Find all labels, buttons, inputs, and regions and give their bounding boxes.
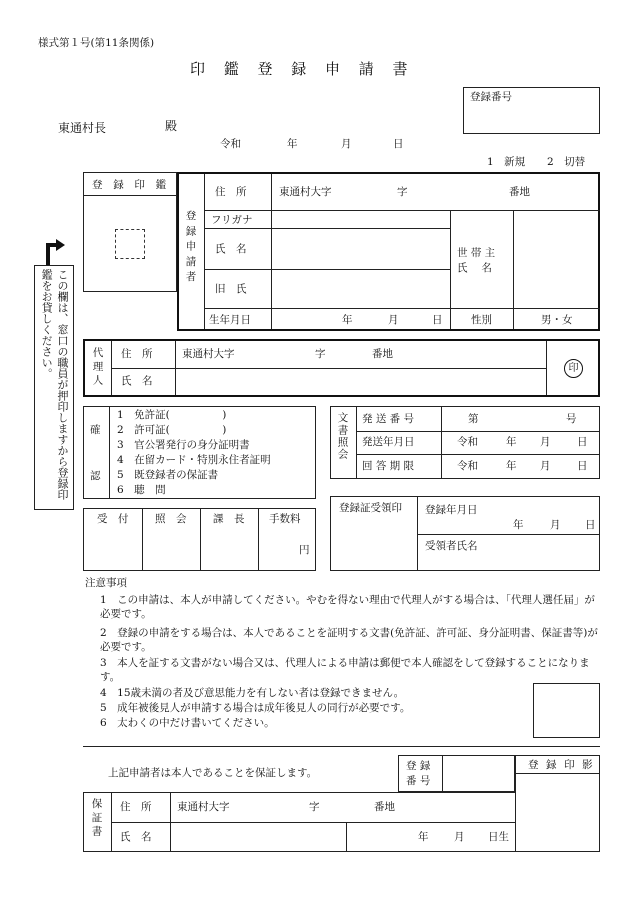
registered-seal-box[interactable]	[83, 172, 177, 292]
office-col-reception: 受 付	[97, 513, 129, 525]
receipt-section	[330, 496, 600, 571]
addressee: 東通村長	[58, 121, 107, 135]
registration-date-label: 登録年月日	[425, 504, 478, 516]
doc-row-3-v1: 令和	[457, 460, 478, 472]
document-check-section	[330, 406, 600, 479]
guarantor-address-prefix: 東通村大字	[177, 801, 230, 813]
applicant-section	[177, 172, 600, 331]
doc-row-2-v1: 令和	[457, 436, 478, 448]
agent-side-label: 代理人	[91, 347, 104, 388]
guarantor-dob-year: 年	[418, 831, 429, 843]
doc-row-1-label: 発 送 番 号	[362, 413, 415, 425]
guarantor-seal-label: 登 録 印 影	[528, 759, 595, 771]
recipient-name-label: 受領者氏名	[425, 540, 478, 552]
dob-month: 月	[388, 314, 399, 326]
furigana-label: フリガナ	[211, 214, 253, 226]
confirm-item-5[interactable]: 5 既登録者の保証書	[117, 469, 219, 481]
guarantor-address-field[interactable]	[172, 794, 515, 821]
office-col-fee: 手数料	[269, 513, 301, 525]
guarantor-seal-box[interactable]	[515, 755, 600, 852]
agent-name-field[interactable]	[177, 370, 544, 394]
household-head-field[interactable]	[515, 212, 598, 307]
dob-year: 年	[342, 314, 353, 326]
address-field[interactable]	[273, 176, 598, 208]
guarantor-reg-label-1: 登 録	[406, 760, 431, 772]
household-head-label-1: 世 帯 主	[457, 247, 496, 259]
office-use-table	[83, 508, 316, 571]
date-day: 日	[393, 138, 404, 150]
furigana-field[interactable]	[273, 212, 448, 227]
address-aza: 字	[397, 186, 408, 198]
seal-placeholder	[115, 229, 145, 259]
guarantor-name-field[interactable]	[172, 824, 344, 850]
note-item-2: 2 登録の申請をする場合は、本人であることを証明する文書(免許証、許可証、身分証明書、保証書等)が必要です。	[100, 627, 598, 653]
agent-address-aza: 字	[315, 348, 326, 360]
doc-row-3-v3: 月	[540, 460, 551, 472]
date-year: 年	[287, 138, 298, 150]
doc-row-1-v4: 号	[566, 413, 577, 425]
name-field[interactable]	[273, 230, 448, 267]
old-name-field[interactable]	[273, 271, 448, 307]
confirmation-label-1: 確	[90, 424, 101, 436]
office-col-inquiry: 照 会	[155, 513, 187, 525]
sex-label: 性別	[471, 314, 492, 326]
guarantor-dob-born: 日生	[488, 831, 509, 843]
guarantor-reg-number-box[interactable]	[398, 755, 515, 792]
guarantor-reg-label-2: 番 号	[406, 775, 431, 787]
office-col-manager: 課 長	[213, 513, 245, 525]
form-number-label: 様式第１号(第11条関係)	[38, 37, 155, 49]
agent-address-banchi: 番地	[372, 348, 393, 360]
address-banchi: 番地	[509, 186, 530, 198]
doc-row-2-label: 発送年月日	[362, 436, 415, 448]
doc-row-3-label: 回 答 期 限	[362, 460, 415, 472]
form-title: 印鑑登録申請書	[190, 60, 427, 78]
agent-section	[83, 339, 600, 397]
registration-date-year: 年	[513, 519, 524, 531]
notes-heading: 注意事項	[85, 577, 127, 589]
agent-name-label: 氏 名	[121, 375, 153, 387]
old-name-label: 旧 氏	[215, 283, 247, 295]
note-item-5: 5 成年被後見人が申請する場合は成年後見人の同行が必要です。	[100, 702, 411, 714]
confirm-item-3[interactable]: 3 官公署発行の身分証明書	[117, 439, 250, 451]
confirmation-section	[83, 406, 316, 499]
note-item-1: 1 この申請は、本人が申請してください。やむを得ない理由で代理人がする場合は、「代理人選任届」が必要です。	[100, 594, 595, 620]
note-item-4: 4 15歳未満の者及び意思能力を有しない者は登録できません。	[100, 687, 405, 699]
confirmation-label-2: 認	[90, 470, 101, 482]
registered-seal-label: 登 録 印 鑑	[92, 179, 170, 191]
doc-row-2-v3: 月	[540, 436, 551, 448]
note-item-3: 3 本人を証する文書がない場合又は、代理人による申請は郵便で本人確認をして登録することになります。	[100, 657, 590, 683]
agent-address-field[interactable]	[177, 342, 544, 367]
guarantor-address-banchi: 番地	[374, 801, 395, 813]
dob-label: 生年月日	[209, 314, 251, 326]
honorific: 殿	[165, 119, 178, 133]
side-note-text: この欄は、窓口の職員が押印しますから登録印鑑をお貸しください。	[40, 269, 69, 500]
guarantor-address-aza: 字	[309, 801, 320, 813]
guarantee-statement: 上記申請者は本人であることを保証します。	[108, 767, 318, 779]
divider	[83, 746, 600, 747]
dob-day: 日	[432, 314, 443, 326]
confirm-item-1[interactable]: 1 免許証( )	[117, 409, 227, 421]
guarantor-name-label: 氏 名	[120, 831, 152, 843]
note-item-6: 6 太わくの中だけ書いてください。	[100, 717, 275, 729]
registration-date-day: 日	[585, 519, 596, 531]
corner-arrow-icon	[43, 236, 67, 266]
date-month: 月	[341, 138, 352, 150]
address-label: 住 所	[215, 186, 247, 198]
date-era: 令和	[220, 138, 241, 150]
confirm-item-4[interactable]: 4 在留カード・特別永住者証明	[117, 454, 271, 466]
registration-number-label: 登録番号	[470, 91, 512, 103]
agent-seal-mark-text: 印	[568, 363, 579, 374]
agent-seal-mark	[564, 359, 583, 378]
confirm-item-2[interactable]: 2 許可証( )	[117, 424, 227, 436]
doc-row-2-v4: 日	[577, 436, 588, 448]
guarantor-dob-month: 月	[454, 831, 465, 843]
confirm-item-6[interactable]: 6 聴 問	[117, 484, 166, 496]
agent-address-prefix: 東通村大字	[182, 348, 235, 360]
sex-options[interactable]: 男・女	[541, 314, 573, 326]
registration-date-month: 月	[550, 519, 561, 531]
doc-row-3-v4: 日	[577, 460, 588, 472]
registration-number-box[interactable]	[463, 87, 600, 134]
name-label: 氏 名	[215, 243, 247, 255]
guarantor-address-label: 住 所	[120, 801, 152, 813]
fee-unit: 円	[299, 544, 310, 556]
stamp-box[interactable]	[533, 683, 600, 738]
household-head-label-2: 氏 名	[457, 262, 492, 274]
receipt-seal-label: 登録証受領印	[339, 502, 402, 514]
guarantor-side-label: 保証書	[90, 798, 103, 839]
address-prefix: 東通村大字	[279, 186, 332, 198]
document-check-label: 文書照会	[336, 412, 349, 461]
doc-row-1-v1: 第	[468, 413, 479, 425]
doc-row-2-v2: 年	[506, 436, 517, 448]
applicant-side-label: 登録申請者	[184, 210, 197, 287]
option-switch[interactable]: 2 切替	[547, 156, 586, 168]
agent-address-label: 住 所	[121, 348, 153, 360]
side-note-box	[34, 265, 74, 510]
doc-row-3-v2: 年	[506, 460, 517, 472]
option-new[interactable]: 1 新規	[487, 156, 526, 168]
guarantor-table	[83, 792, 516, 852]
